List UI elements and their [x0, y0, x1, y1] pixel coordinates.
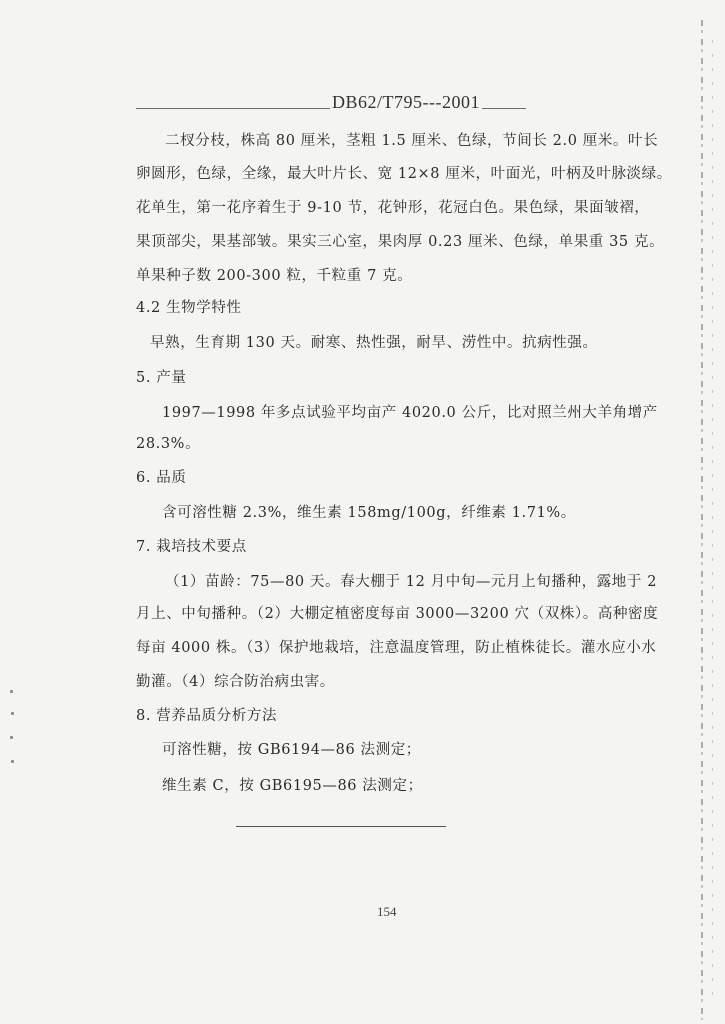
end-rule: [236, 826, 446, 827]
page-number: 154: [377, 904, 397, 919]
section-7-line-3: 每亩 4000 株。（3）保护地栽培，注意温度管理，防止植株徒长。灌水应小水: [136, 640, 657, 656]
section-5-line-1: 1997—1998 年多点试验平均亩产 4020.0 公斤，比对照兰州大羊角增产: [162, 405, 658, 421]
scan-edge-artifact-secondary: [712, 40, 713, 1000]
para-1-line-5: 单果种子数 200-300 粒，千粒重 7 克。: [136, 268, 413, 284]
section-7-line-2: 月上、中旬播种。（2）大棚定植密度每亩 3000—3200 穴（双株）。高种密度: [136, 606, 659, 622]
section-5-line-2: 28.3%。: [136, 436, 201, 452]
para-1-line-3: 花单生，第一花序着生于 9-10 节，花钟形，花冠白色。果色绿，果面皱褶，: [136, 200, 650, 216]
standard-code: DB62/T795---2001: [332, 92, 480, 112]
section-4-2-heading: 4.2 生物学特性: [136, 300, 242, 316]
para-1-line-4: 果顶部尖，果基部皱。果实三心室，果肉厚 0.23 厘米、色绿，单果重 35 克。: [136, 234, 665, 250]
para-1-line-1: 二杈分枝，株高 80 厘米，茎粗 1.5 厘米、色绿，节间长 2.0 厘米。叶长: [165, 133, 659, 149]
section-5-heading: 5. 产量: [136, 370, 187, 386]
scan-dots-artifact: [8, 690, 14, 770]
section-4-2-text: 早熟，生育期 130 天。耐寒、热性强，耐旱、涝性中。抗病性强。: [150, 335, 598, 351]
section-7-line-1: （1）苗龄：75—80 天。春大棚于 12 月中旬—元月上旬播种，露地于 2: [165, 574, 658, 590]
para-1-line-2: 卵圆形，色绿，全缘，最大叶片长、宽 12×8 厘米，叶面光，叶柄及叶脉淡绿。: [136, 166, 672, 182]
section-6-heading: 6. 品质: [136, 470, 187, 486]
section-8-heading: 8. 营养品质分析方法: [136, 708, 278, 724]
section-7-line-4: 勤灌。（4）综合防治病虫害。: [136, 674, 335, 690]
section-6-text: 含可溶性糖 2.3%，维生素 158mg/100g，纤维素 1.71%。: [162, 505, 576, 521]
section-8-line-2: 维生素 C，按 GB6195—86 法测定；: [162, 778, 423, 794]
section-8-line-1: 可溶性糖，按 GB6194—86 法测定；: [162, 742, 421, 758]
scan-edge-artifact: [701, 20, 703, 1020]
section-7-heading: 7. 栽培技术要点: [136, 539, 247, 555]
